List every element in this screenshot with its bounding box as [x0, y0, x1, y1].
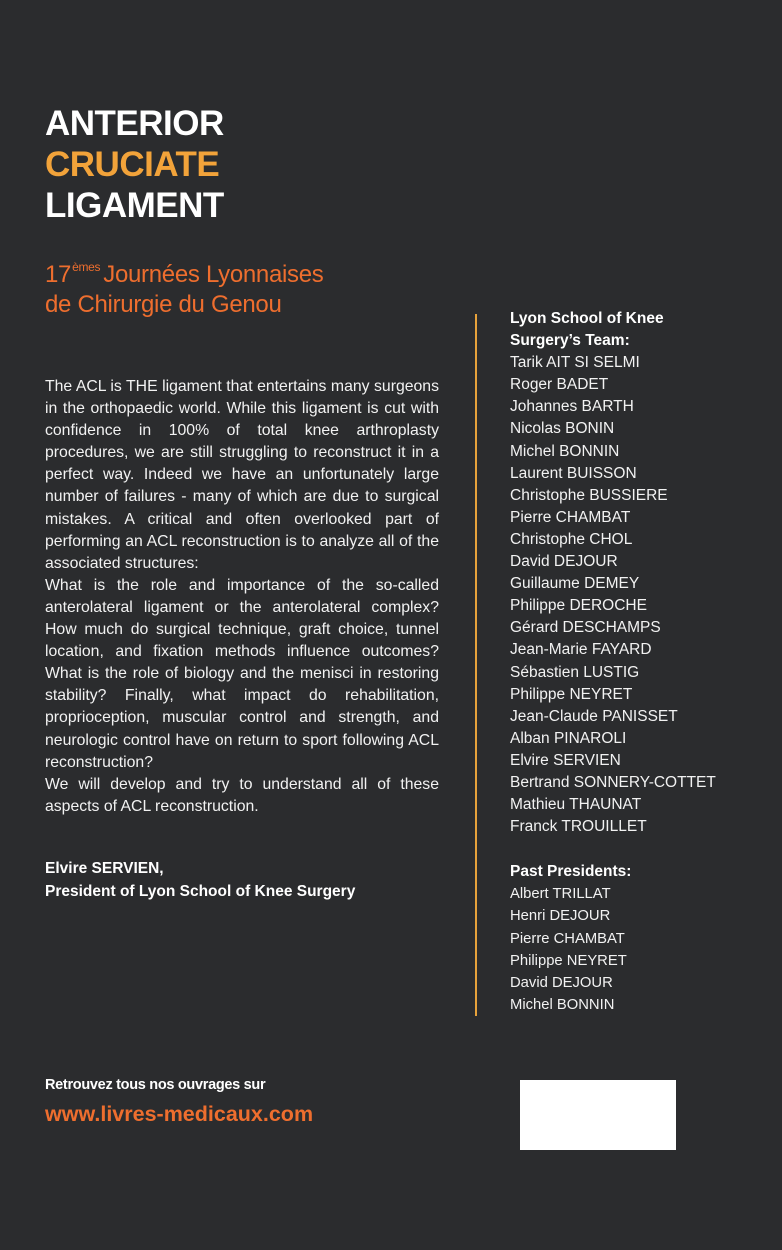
team-list [510, 308, 716, 838]
summary-paragraph: What is the role and importance of the so-called anterolateral ligament or the anterolateral complex? How much do surgical technique, graft choice, tunnel location, and fixation methods influence outcomes? What is the role of biology and the menisci in restoring stability? Finally, what impact do rehabilitation, proprioception, muscular control and strength, and neurologic control have on return to sport following ACL reconstruction? [45, 576, 439, 771]
past-presidents-members [510, 883, 631, 1016]
past-presidents-list [510, 861, 631, 1016]
column-divider [475, 314, 477, 1016]
book-subtitle [45, 252, 324, 320]
team-member: Laurent BUISSON [510, 464, 637, 482]
team-member: Elvire SERVIEN [510, 751, 621, 769]
title-line-cruciate: CRUCIATE [45, 145, 220, 184]
title-line-anterior: ANTERIOR [45, 104, 224, 143]
footer-label: Retrouvez tous nos ouvrages sur [45, 1077, 266, 1093]
team-member: Gérard DESCHAMPS [510, 619, 661, 637]
signature [45, 858, 355, 903]
title-line-ligament: LIGAMENT [45, 186, 224, 225]
signature-name: Elvire SERVIEN, [45, 860, 164, 877]
team-member: Guillaume DEMEY [510, 575, 640, 593]
team-member: Michel BONNIN [510, 442, 620, 460]
team-member: Christophe CHOL [510, 530, 633, 548]
past-presidents-heading: Past Presidents: [510, 863, 632, 880]
team-member: Sébastien LUSTIG [510, 663, 640, 681]
website-link[interactable]: www.livres-medicaux.com [45, 1102, 314, 1126]
team-member: David DEJOUR [510, 553, 618, 571]
team-member: Alban PINAROLI [510, 729, 627, 747]
subtitle-line-1-rest: Journées Lyonnaises [103, 261, 324, 288]
team-member: Roger BADET [510, 376, 609, 394]
past-president: Pierre CHAMBAT [510, 930, 625, 947]
team-member: Pierre CHAMBAT [510, 508, 631, 526]
team-members [510, 352, 716, 838]
team-member: Nicolas BONIN [510, 420, 615, 438]
summary-paragraph: We will develop and try to understand all of these aspects of ACL reconstruction. [45, 775, 439, 815]
team-member: Jean-Claude PANISSET [510, 707, 678, 725]
past-president: Henri DEJOUR [510, 908, 611, 925]
team-member: Johannes BARTH [510, 398, 634, 416]
subtitle-number: 17 [45, 261, 72, 288]
past-president: David DEJOUR [510, 975, 613, 992]
summary-paragraph: The ACL is THE ligament that entertains many surgeons in the orthopaedic world. While this ligament is cut with confidence in 100% of total knee arthroplasty procedures, we are still struggling to reconstruct it in a perfect way. Indeed we have an unfortunately large number of failures - many of which are due to surgical mistakes. A critical and often overlooked part of performing an ACL reconstruction is to analyze all of the associated structures: [45, 378, 439, 572]
team-member: Bertrand SONNERY-COTTET [510, 773, 716, 791]
team-member: Jean-Marie FAYARD [510, 641, 652, 659]
team-member: Christophe BUSSIERE [510, 486, 668, 504]
subtitle-superscript: èmes [72, 260, 101, 274]
barcode-area [520, 1080, 676, 1150]
team-member: Tarik AIT SI SELMI [510, 354, 640, 372]
team-member: Philippe DEROCHE [510, 597, 647, 615]
team-member: Philippe NEYRET [510, 685, 633, 703]
summary-text [45, 376, 439, 818]
team-heading: Lyon School of Knee Surgery’s Team: [510, 310, 664, 350]
past-president: Michel BONNIN [510, 997, 615, 1014]
past-president: Albert TRILLAT [510, 886, 611, 903]
team-member: Mathieu THAUNAT [510, 796, 642, 814]
subtitle-line-2: de Chirurgie du Genou [45, 291, 282, 318]
signature-role: President of Lyon School of Knee Surgery [45, 882, 356, 900]
subtitle-line-1 [45, 252, 324, 290]
past-president: Philippe NEYRET [510, 952, 627, 969]
team-member: Franck TROUILLET [510, 818, 647, 836]
book-title [45, 103, 224, 226]
